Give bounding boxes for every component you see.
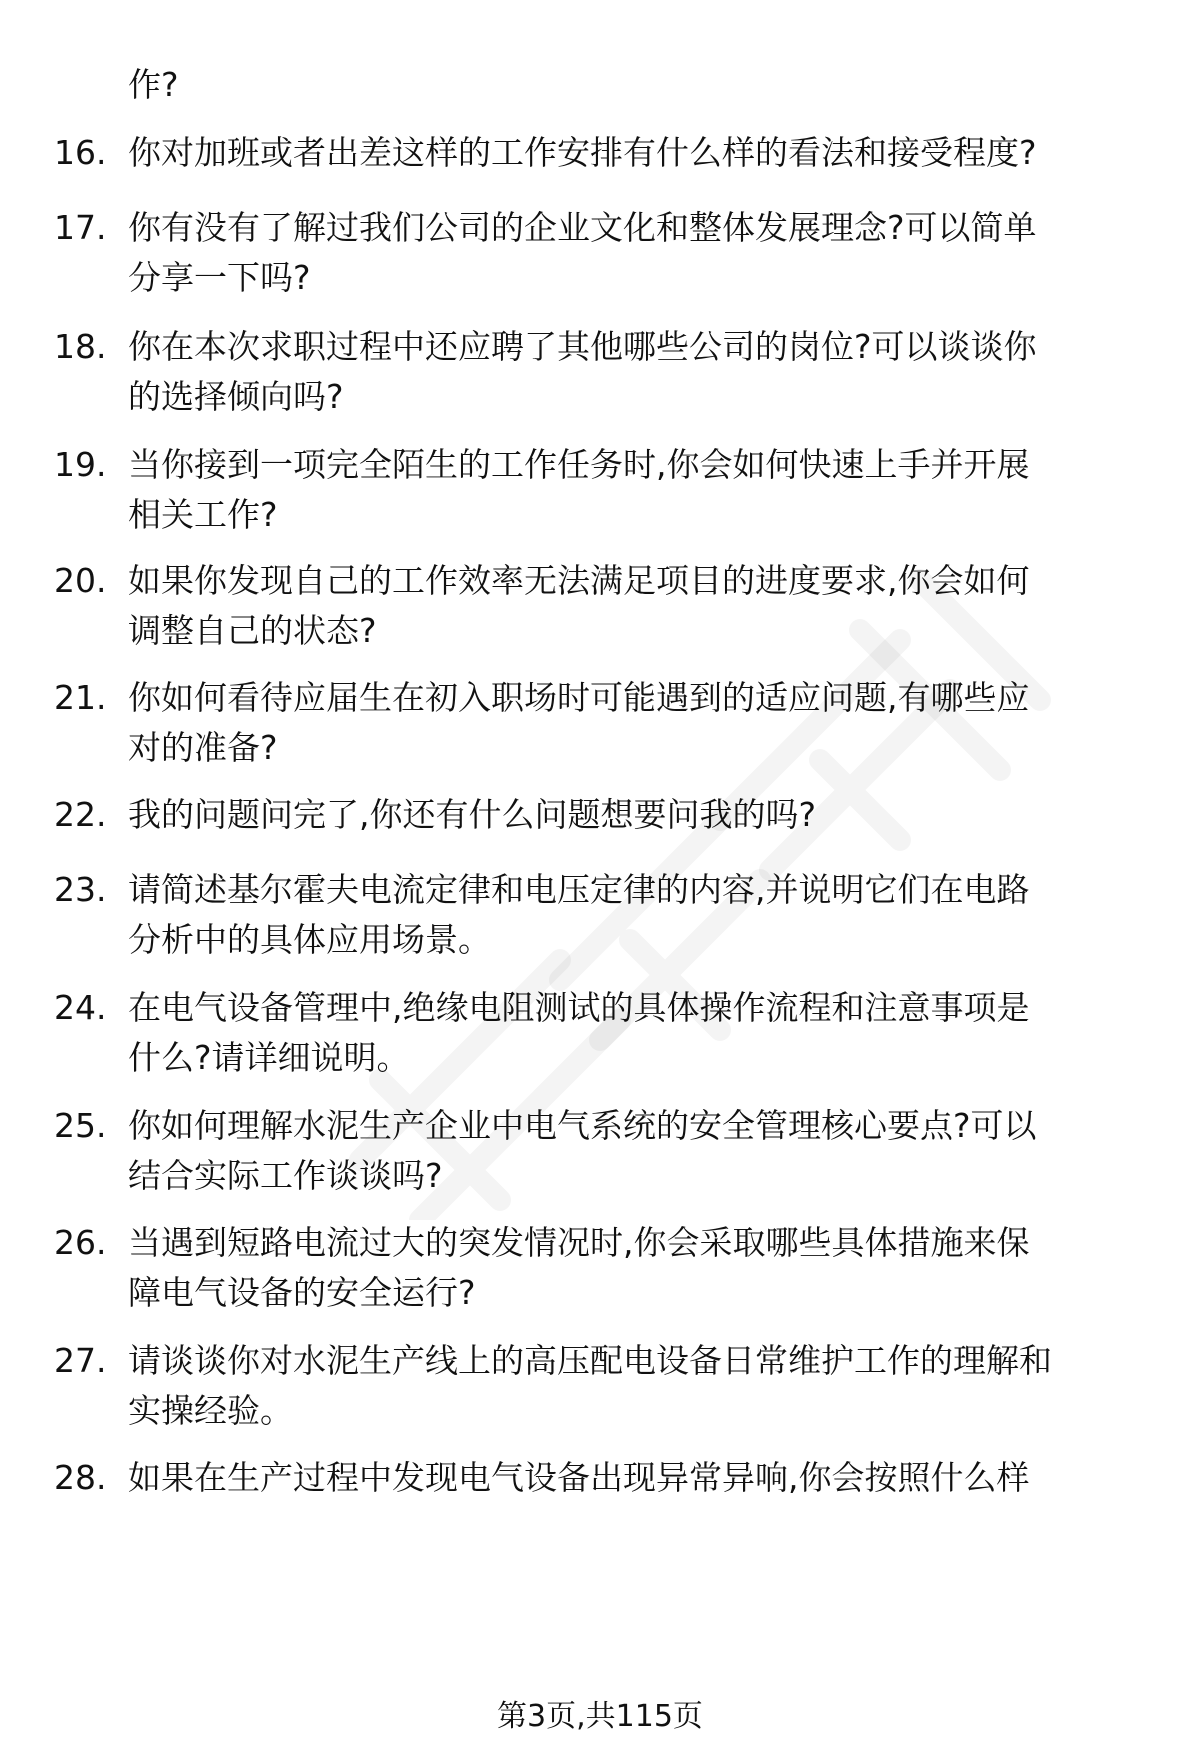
question-number: 28. [54, 1458, 107, 1497]
question-number: 26. [54, 1223, 107, 1262]
question-text: 你对加班或者出差这样的工作安排有什么样的看法和接受程度? [128, 133, 1037, 172]
question-number: 24. [54, 988, 107, 1027]
question-text: 我的问题问完了,你还有什么问题想要问我的吗? [128, 795, 817, 834]
question-text: 你如何理解水泥生产企业中电气系统的安全管理核心要点?可以 结合实际工作谈谈吗? [128, 1106, 1037, 1195]
question-text: 请谈谈你对水泥生产线上的高压配电设备日常维护工作的理解和 实操经验。 [128, 1341, 1052, 1430]
question-number: 17. [54, 208, 107, 247]
question-text: 请简述基尔霍夫电流定律和电压定律的内容,并说明它们在电路 分析中的具体应用场景。 [128, 870, 1030, 959]
question-text: 你在本次求职过程中还应聘了其他哪些公司的岗位?可以谈谈你 的选择倾向吗? [128, 327, 1037, 416]
question-number: 27. [54, 1341, 107, 1380]
question-number: 19. [54, 445, 107, 484]
question-number: 18. [54, 327, 107, 366]
question-number: 20. [54, 561, 107, 600]
continued-question-text: 作? [128, 65, 179, 104]
question-text: 你有没有了解过我们公司的企业文化和整体发展理念?可以简单 分享一下吗? [128, 208, 1037, 297]
question-text: 当你接到一项完全陌生的工作任务时,你会如何快速上手并开展 相关工作? [128, 445, 1030, 534]
question-number: 16. [54, 133, 107, 172]
question-number: 23. [54, 870, 107, 909]
question-number: 25. [54, 1106, 107, 1145]
question-text: 如果在生产过程中发现电气设备出现异常异响,你会按照什么样 [128, 1458, 1030, 1497]
question-number: 21. [54, 678, 107, 717]
page-footer: 第3页,共115页 [497, 1699, 703, 1734]
question-number: 22. [54, 795, 107, 834]
question-text: 在电气设备管理中,绝缘电阻测试的具体操作流程和注意事项是 什么?请详细说明。 [128, 988, 1030, 1077]
question-text: 当遇到短路电流过大的突发情况时,你会采取哪些具体措施来保 障电气设备的安全运行? [128, 1223, 1030, 1312]
question-text: 你如何看待应届生在初入职场时可能遇到的适应问题,有哪些应 对的准备? [128, 678, 1030, 767]
question-text: 如果你发现自己的工作效率无法满足项目的进度要求,你会如何 调整自己的状态? [128, 561, 1030, 650]
